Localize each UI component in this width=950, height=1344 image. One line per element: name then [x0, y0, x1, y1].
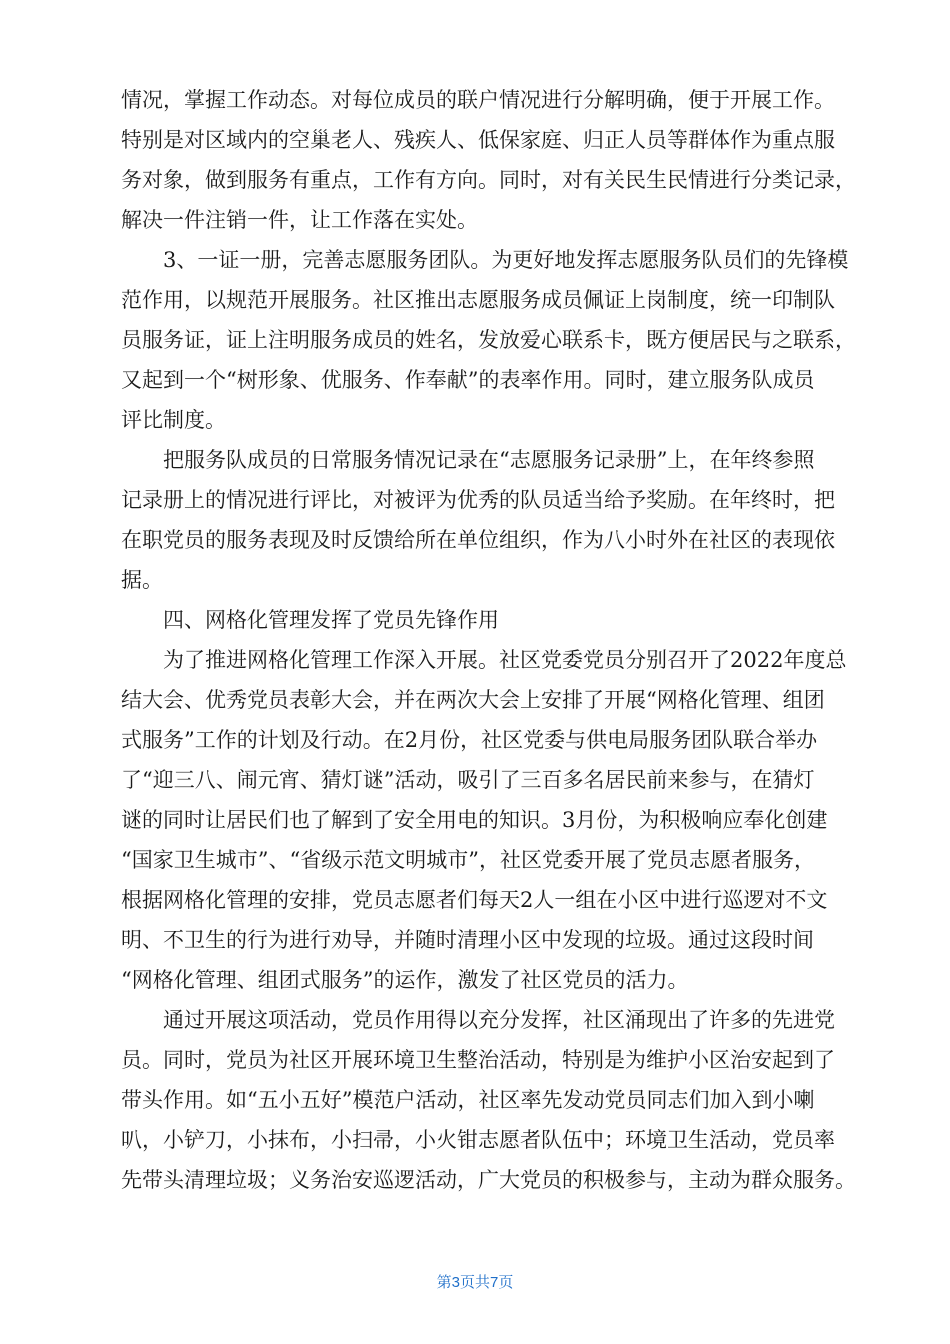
section-heading: 四、网格化管理发挥了党员先锋作用 — [163, 608, 499, 632]
text-line: 又起到一个“树形象、优服务、作奉献”的表率作用。同时，建立服务队成员 — [121, 368, 815, 392]
text-line: 特别是对区域内的空巢老人、残疾人、低保家庭、归正人员等群体作为重点服 — [121, 128, 835, 152]
text-line: 务对象，做到服务有重点，工作有方向。同时，对有关民生民情进行分类记录， — [121, 168, 856, 192]
text-line: 了“迎三八、闹元宵、猜灯谜”活动，吸引了三百多名居民前来参与，在猜灯 — [121, 768, 815, 792]
text-line: 据。 — [121, 568, 163, 592]
page-number-footer: 第3页共7页 — [436, 1274, 514, 1291]
text-line: 带头作用。如“五小五好”模范户活动，社区率先发动党员同志们加入到小喇 — [121, 1088, 815, 1112]
text-line: 叭，小铲刀，小抹布，小扫帚，小火钳志愿者队伍中；环境卫生活动，党员率 — [121, 1128, 835, 1152]
document-body — [121, 80, 856, 1200]
text-line: 员服务证，证上注明服务成员的姓名，发放爱心联系卡，既方便居民与之联系， — [121, 328, 856, 352]
text-line: “网格化管理、组团式服务”的运作，激发了社区党员的活力。 — [121, 968, 689, 992]
text-line: 范作用，以规范开展服务。社区推出志愿服务成员佩证上岗制度，统一印制队 — [121, 288, 835, 312]
paragraph-first-line: 为了推进网格化管理工作深入开展。社区党委党员分别召开了2022年度总 — [163, 648, 847, 672]
text-line: 式服务”工作的计划及行动。在2月份，社区党委与供电局服务团队联合举办 — [121, 728, 818, 752]
paragraph-first-line: 把服务队成员的日常服务情况记录在“志愿服务记录册”上，在年终参照 — [163, 448, 815, 472]
text-line: 在职党员的服务表现及时反馈给所在单位组织，作为八小时外在社区的表现依 — [121, 528, 835, 552]
text-line: 谜的同时让居民们也了解到了安全用电的知识。3月份，为积极响应奉化创建 — [121, 808, 828, 832]
text-line: 先带头清理垃圾；义务治安巡逻活动，广大党员的积极参与，主动为群众服务。 — [121, 1168, 856, 1192]
text-line: 记录册上的情况进行评比，对被评为优秀的队员适当给予奖励。在年终时，把 — [121, 488, 835, 512]
text-line: 情况，掌握工作动态。对每位成员的联户情况进行分解明确，便于开展工作。 — [121, 88, 835, 112]
text-line: “国家卫生城市”、“省级示范文明城市”，社区党委开展了党员志愿者服务， — [121, 848, 815, 872]
text-line: 员。同时，党员为社区开展环境卫生整治活动，特别是为维护小区治安起到了 — [121, 1048, 835, 1072]
text-line: 解决一件注销一件，让工作落在实处。 — [121, 208, 478, 232]
text-line: 评比制度。 — [121, 408, 226, 432]
text-line: 明、不卫生的行为进行劝导，并随时清理小区中发现的垃圾。通过这段时间 — [121, 928, 814, 952]
paragraph-first-line: 3、一证一册，完善志愿服务团队。为更好地发挥志愿服务队员们的先锋模 — [163, 248, 849, 272]
paragraph-first-line: 通过开展这项活动，党员作用得以充分发挥，社区涌现出了许多的先进党 — [163, 1008, 835, 1032]
text-line: 结大会、优秀党员表彰大会，并在两次大会上安排了开展“网格化管理、组团 — [121, 688, 825, 712]
text-line: 根据网格化管理的安排，党员志愿者们每天2人一组在小区中进行巡逻对不文 — [121, 888, 828, 912]
